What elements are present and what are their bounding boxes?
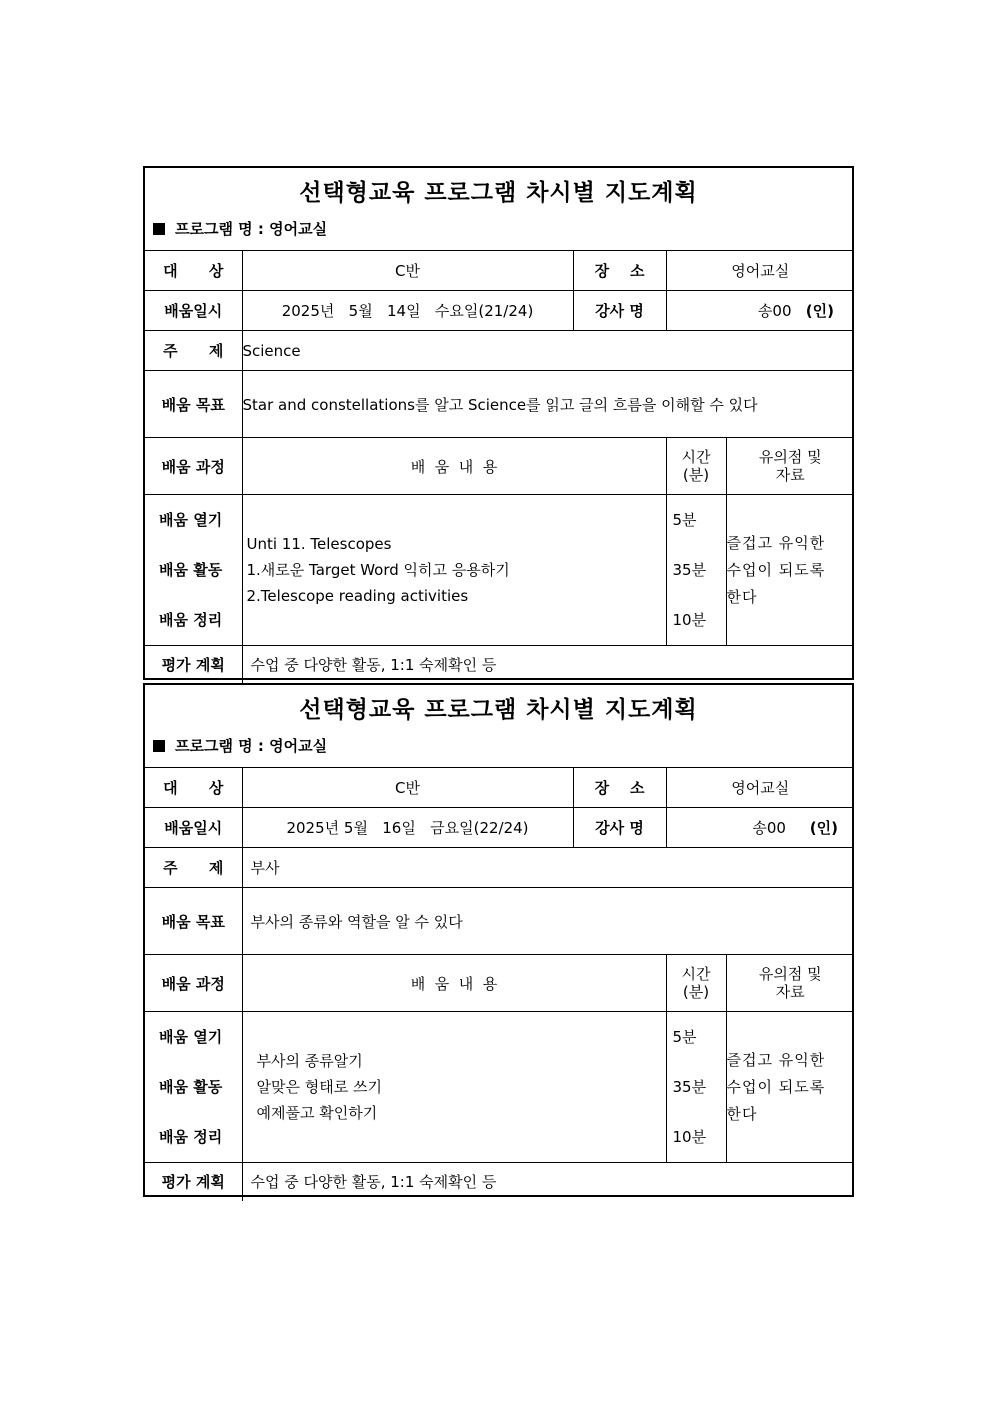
notes-cell: [726, 495, 854, 646]
time-header-line1: 시간: [681, 448, 711, 466]
content-line: 알맞은 형태로 쓰기: [256, 1078, 382, 1096]
plan-table: [145, 767, 854, 1201]
goal-row: [145, 371, 854, 438]
notes-line: 수업이 되도록: [726, 560, 826, 579]
plan-table: [145, 250, 854, 684]
content-header: 배 움 내 용: [242, 955, 666, 1012]
times-cell: [666, 495, 726, 646]
content-cell: [242, 1012, 666, 1163]
notes-header-line1: 유의점 및: [758, 965, 822, 983]
square-bullet-icon: [153, 740, 165, 752]
time-open: 5분: [672, 511, 697, 529]
step-wrapup: 배움 정리: [159, 1128, 223, 1146]
notes-line: 즐겁고 유익한: [726, 1050, 826, 1069]
target-row: [145, 768, 854, 808]
topic-value: 부사: [242, 848, 854, 888]
date-label: 배움일시: [145, 808, 242, 848]
eval-value: 수업 중 다양한 활동, 1:1 숙제확인 등: [242, 1163, 854, 1201]
target-label: 대 상: [145, 251, 242, 291]
lesson-plan-1: [143, 166, 854, 680]
eval-row: [145, 1163, 854, 1201]
seal-mark: (인): [805, 302, 834, 320]
time-wrapup: 10분: [672, 1128, 707, 1146]
target-row: [145, 251, 854, 291]
process-body-row: [145, 495, 854, 646]
step-activity: 배움 활동: [159, 561, 223, 579]
time-activity: 35분: [672, 1078, 707, 1096]
process-header-row: [145, 955, 854, 1012]
target-value: C반: [242, 768, 573, 808]
time-header: [666, 438, 726, 495]
notes-header: [726, 438, 854, 495]
program-name: [145, 216, 852, 250]
square-bullet-icon: [153, 223, 165, 235]
step-wrapup: 배움 정리: [159, 611, 223, 629]
teacher-label: 강사 명: [573, 291, 666, 331]
process-label: 배움 과정: [145, 438, 242, 495]
notes-line: 한다: [726, 1104, 758, 1123]
teacher-cell: [666, 291, 854, 331]
content-cell: [242, 495, 666, 646]
place-value: 영어교실: [666, 251, 854, 291]
date-row: [145, 808, 854, 848]
notes-line: 수업이 되도록: [726, 1077, 826, 1096]
time-header-line2: (분): [682, 983, 710, 1001]
goal-label: 배움 목표: [145, 888, 242, 955]
times-cell: [666, 1012, 726, 1163]
notes-header: [726, 955, 854, 1012]
program-name-text: 프로그램 명 : 영어교실: [175, 220, 328, 238]
content-line: 1.새로운 Target Word 익히고 응용하기: [246, 561, 510, 579]
step-open: 배움 열기: [159, 511, 223, 529]
content-line: Unti 11. Telescopes: [246, 535, 392, 553]
goal-value: 부사의 종류와 역할을 알 수 있다: [242, 888, 854, 955]
time-open: 5분: [672, 1028, 697, 1046]
process-header-row: [145, 438, 854, 495]
plan-title: 선택형교육 프로그램 차시별 지도계획: [299, 180, 698, 206]
topic-label: 주 제: [145, 848, 242, 888]
seal-mark: (인): [809, 819, 838, 837]
step-open: 배움 열기: [159, 1028, 223, 1046]
goal-value: Star and constellations를 알고 Science를 읽고 글의 흐름을 이해할 수 있다: [242, 371, 854, 438]
date-value: 2025년 5월 16일 금요일(22/24): [242, 808, 573, 848]
process-body-row: [145, 1012, 854, 1163]
place-label: 장 소: [573, 251, 666, 291]
teacher-value: 송00: [757, 302, 792, 320]
program-name-text: 프로그램 명 : 영어교실: [175, 737, 328, 755]
steps-cell: [145, 495, 242, 646]
notes-cell: [726, 1012, 854, 1163]
notes-line: 즐겁고 유익한: [726, 533, 826, 552]
eval-row: [145, 646, 854, 684]
content-line: 부사의 종류알기: [256, 1052, 363, 1070]
plan-title: 선택형교육 프로그램 차시별 지도계획: [299, 697, 698, 723]
time-header-line1: 시간: [681, 965, 711, 983]
content-line: 예제풀고 확인하기: [256, 1104, 378, 1122]
notes-line: 한다: [726, 587, 758, 606]
goal-label: 배움 목표: [145, 371, 242, 438]
content-line: 2.Telescope reading activities: [246, 587, 469, 605]
notes-header-line2: 자료: [775, 983, 805, 1001]
place-label: 장 소: [573, 768, 666, 808]
topic-row: [145, 848, 854, 888]
eval-value: 수업 중 다양한 활동, 1:1 숙제확인 등: [242, 646, 854, 684]
teacher-value: 송00: [752, 819, 786, 837]
time-activity: 35분: [672, 561, 707, 579]
time-header-line2: (분): [682, 466, 710, 484]
topic-row: [145, 331, 854, 371]
topic-value: Science: [242, 331, 854, 371]
teacher-cell: [666, 808, 854, 848]
date-row: [145, 291, 854, 331]
teacher-label: 강사 명: [573, 808, 666, 848]
place-value: 영어교실: [666, 768, 854, 808]
target-value: C반: [242, 251, 573, 291]
time-header: [666, 955, 726, 1012]
program-name: [145, 733, 852, 767]
time-wrapup: 10분: [672, 611, 707, 629]
goal-row: [145, 888, 854, 955]
lesson-plan-2: [143, 683, 854, 1197]
step-activity: 배움 활동: [159, 1078, 223, 1096]
date-label: 배움일시: [145, 291, 242, 331]
target-label: 대 상: [145, 768, 242, 808]
eval-label: 평가 계획: [145, 646, 242, 684]
topic-label: 주 제: [145, 331, 242, 371]
notes-header-line2: 자료: [775, 466, 805, 484]
content-header: 배 움 내 용: [242, 438, 666, 495]
steps-cell: [145, 1012, 242, 1163]
eval-label: 평가 계획: [145, 1163, 242, 1201]
notes-header-line1: 유의점 및: [758, 448, 822, 466]
process-label: 배움 과정: [145, 955, 242, 1012]
date-value: 2025년 5월 14일 수요일(21/24): [242, 291, 573, 331]
